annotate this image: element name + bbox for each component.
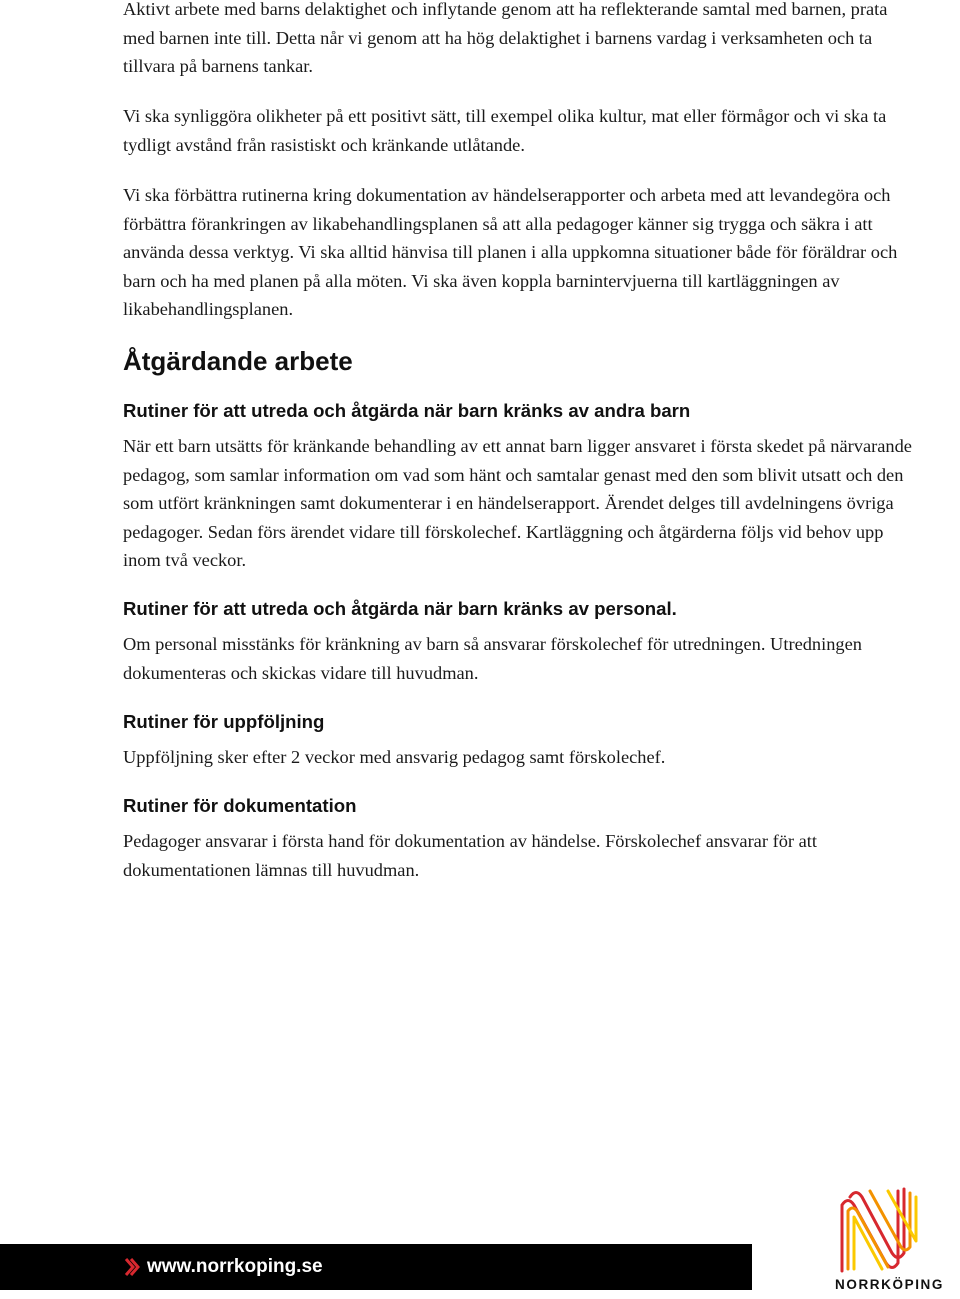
norrkoping-logo	[832, 1183, 952, 1295]
subsection-text-documentation: Pedagoger ansvarar i första hand för dokumentation av händelse. Förskolechef ansvarar för att dokumentationen lämnas till huvudman.	[123, 831, 817, 880]
arrow-right-icon	[124, 1258, 140, 1276]
paragraph-routines: Vi ska förbättra rutinerna kring dokumentation av händelserapporter och arbeta med att levandegöra och förbättra förankringen av likabehandlingsplanen så att alla pedagoger känner sig trygga och säkra i att använda dessa verktyg. Vi ska alltid hänvisa till planen i alla uppkomna situationer både för föräldrar och barn och ha med planen på alla möten. Vi ska även koppla barnintervjuerna till kartläggningen av likabehandlingsplanen.	[123, 185, 898, 320]
subsection-text-staff: Om personal misstänks för kränkning av barn så ansvarar förskolechef för utredningen. Utredningen dokumenteras och skickas vidare till huvudman.	[123, 634, 862, 683]
subsection-heading-children: Rutiner för att utreda och åtgärda när barn kränks av andra barn	[123, 400, 691, 421]
subsection-heading-followup: Rutiner för uppföljning	[123, 711, 325, 732]
section-title: Åtgärdande arbete	[123, 346, 353, 376]
subsection-heading-staff: Rutiner för att utreda och åtgärda när barn kränks av personal.	[123, 598, 677, 619]
norrkoping-logo-text: NORRKÖPING	[835, 1277, 945, 1292]
paragraph-intro: Aktivt arbete med barns delaktighet och inflytande genom att ha reflekterande samtal med barnen, prata med barnen inte till. Detta når vi genom att ha hög delaktighet i barnens vardag i verksamheten och ta tillvara på barnens tankar.	[123, 0, 888, 77]
subsection-heading-documentation: Rutiner för dokumentation	[123, 795, 357, 816]
paragraph-differences: Vi ska synliggöra olikheter på ett positivt sätt, till exempel olika kultur, mat eller förmågor och vi ska ta tydligt avstånd från rasistiskt och kränkande utlåtande.	[123, 106, 887, 155]
footer-bar	[0, 1244, 752, 1290]
subsection-text-followup: Uppföljning sker efter 2 veckor med ansvarig pedagog samt förskolechef.	[123, 747, 666, 767]
norrkoping-logo-mark	[836, 1183, 922, 1275]
subsection-text-children: När ett barn utsätts för kränkande behandling av ett annat barn ligger ansvaret i första skedet på närvarande pedagog, som samlar information om vad som hänt och samtalar genast med den som blivit utsatt och den som utfört kränkningen samt dokumenterar i en händelserapport. Ärendet delges till avdelningens övriga pedagoger. Sedan förs ärendet vidare till förskolechef. Kartläggning och åtgärderna följs vid behov upp inom två veckor.	[123, 436, 912, 571]
footer-url-link[interactable]: www.norrkoping.se	[147, 1256, 323, 1277]
